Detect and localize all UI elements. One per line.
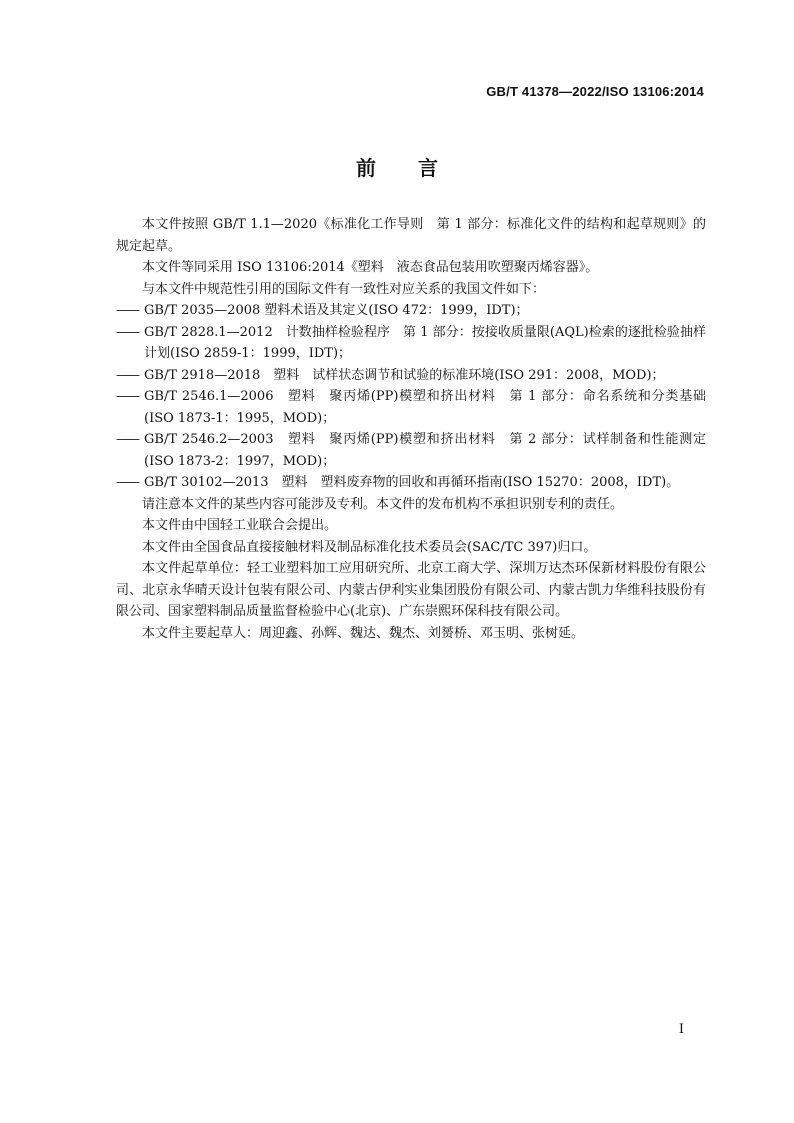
reference-item: [116, 365, 706, 387]
list-dash: ——: [116, 432, 138, 447]
list-dash: ——: [116, 475, 138, 490]
paragraph-reference-intro: 与本文件中规范性引用的国际文件有一致性对应关系的我国文件如下：: [142, 281, 546, 297]
document-code: GB/T 41378—2022/ISO 13106:2014: [486, 84, 704, 99]
reference-text: GB/T 2035—2008 塑料术语及其定义(ISO 472：1999，IDT)；: [144, 303, 529, 318]
paragraph-drafters: 本文件主要起草人：周迎鑫、孙辉、魏达、魏杰、刘赟桥、邓玉明、张树延。: [142, 625, 585, 641]
list-dash: ——: [116, 367, 138, 383]
paragraph-patent-notice: 请注意本文件的某些内容可能涉及专利。本文件的发布机构不承担识别专利的责任。: [142, 496, 624, 512]
paragraph-proposer: 本文件由中国轻工业联合会提出。: [142, 518, 338, 533]
page-title: 前言: [356, 156, 480, 180]
reference-text: GB/T 2918—2018 塑料 试样状态调节和试验的标准环境(ISO 291：2008，MOD)；: [144, 367, 665, 383]
page-number: I: [678, 1022, 684, 1037]
reference-text: GB/T 30102—2013 塑料 塑料废弃物的回收和再循环指南(ISO 15270：2008，IDT)。: [144, 475, 680, 490]
list-dash: ——: [116, 324, 138, 340]
reference-text: GB/T 2546.1—2006 塑料 聚丙烯(PP)模塑和挤出材料 第 1 部分：命名系统和分类基础(ISO 1873-1：1995，MOD)；: [144, 389, 706, 426]
list-dash: ——: [116, 389, 138, 404]
foreword-body: [116, 214, 706, 644]
paragraph-committee: 本文件由全国食品直接接触材料及制品标准化技术委员会(SAC/TC 397)归口。: [142, 539, 597, 555]
reference-item: [116, 386, 706, 429]
reference-text: GB/T 2546.2—2003 塑料 聚丙烯(PP)模塑和挤出材料 第 2 部分：试样制备和性能测定(ISO 1873-2：1997，MOD)；: [144, 432, 706, 469]
reference-item: [116, 429, 706, 472]
list-dash: ——: [116, 303, 138, 318]
reference-item: [116, 472, 706, 494]
reference-item: [116, 322, 706, 365]
paragraph-adoption: 本文件等同采用 ISO 13106:2014《塑料 液态食品包装用吹塑聚丙烯容器》。: [142, 260, 599, 275]
paragraph-drafting-rules: 本文件按照 GB/T 1.1—2020《标准化工作导则 第 1 部分：标准化文件的结构和起草规则》的规定起草。: [116, 217, 706, 254]
reference-text: GB/T 2828.1—2012 计数抽样检验程序 第 1 部分：按接收质量限(AQL)检索的逐批检验抽样计划(ISO 2859-1：1999，IDT)；: [144, 324, 706, 361]
paragraph-drafting-units: 本文件起草单位：轻工业塑料加工应用研究所、北京工商大学、深圳万达杰环保新材料股份有限公司、北京永华晴天设计包装有限公司、内蒙古伊利实业集团股份有限公司、内蒙古凯力华维科技股份有限公司、国家塑料制品质量监督检验中心(北京)、广东崇熙环保科技有限公司。: [116, 561, 706, 619]
reference-item: [116, 300, 706, 322]
